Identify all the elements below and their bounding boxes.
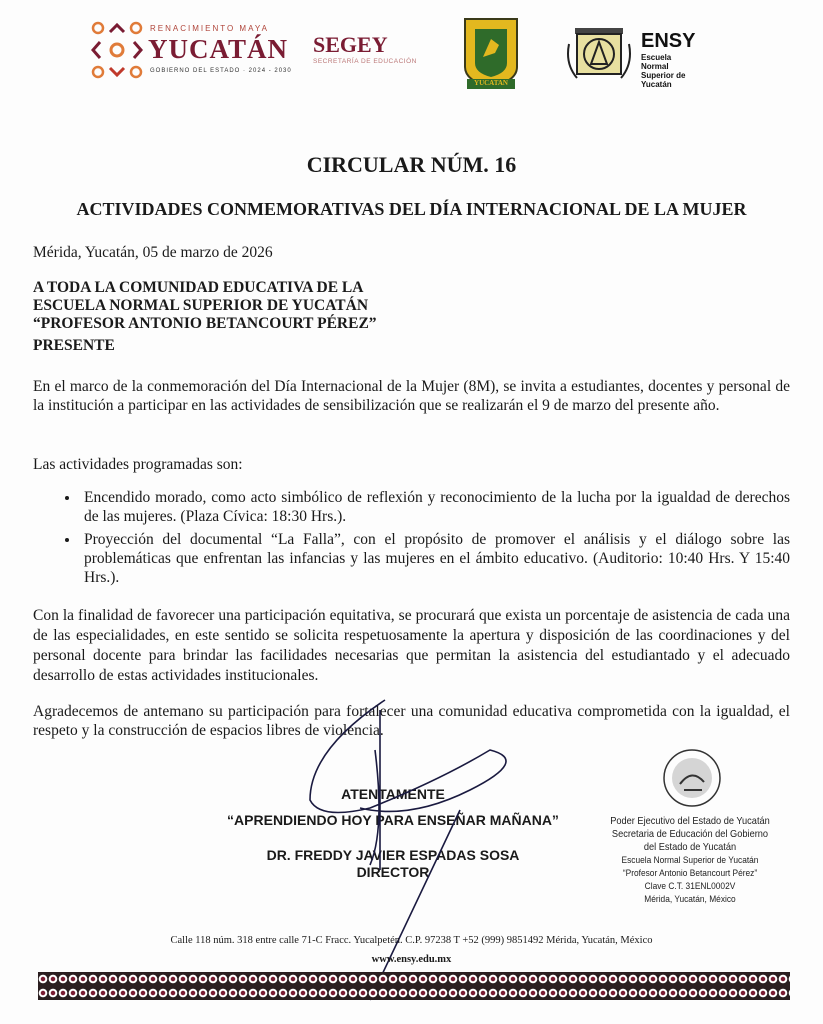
date-line: Mérida, Yucatán, 05 de marzo de 2026 [33, 244, 273, 261]
signature-name: DR. FREDDY JAVIER ESPADAS SOSA [266, 847, 520, 863]
stamp-line: “Profesor Antonio Betancourt Pérez” [622, 868, 758, 879]
stamp-line: Poder Ejecutivo del Estado de Yucatán [610, 815, 770, 827]
logo-yucatan [90, 20, 290, 80]
logo-ensy-sub1: Escuela Normal [641, 53, 672, 71]
logo-segey-main: SEGEY [313, 32, 388, 57]
maya-pattern-icon [90, 20, 146, 80]
activity-item: • Encendido morado, como acto simbólico de reflexión y reconocimiento de la lucha por la igualdad de derechos de las mujeres. (Plaza Cívica: 18:30 Hrs.). [80, 488, 790, 526]
activities-list [33, 488, 790, 591]
logo-yucatan-main: YUCATÁN [148, 34, 288, 64]
activities-intro: Las actividades programadas son: [33, 456, 243, 473]
stamp-line: Secretaria de Educación del Gobierno [611, 828, 769, 840]
signature-motto: “APRENDIENDO HOY PARA ENSEÑAR MAÑANA” [227, 812, 559, 828]
stamp-line: Clave C.T. 31ENL0002V [644, 881, 736, 892]
addressee-line: PRESENTE [33, 337, 115, 354]
logo-segey [313, 32, 417, 65]
signature-closing: ATENTAMENTE [341, 786, 445, 802]
paragraph-intro: En el marco de la conmemoración del Día Internacional de la Mujer (8M), se invita a estudiantes, docentes y personal de la institución a participar en las actividades de sensibilización que se realizarán el 9 de marzo del presente año. [33, 378, 790, 414]
logo-yucatan-top: RENACIMIENTO MAYA [150, 24, 269, 33]
decorative-footer-band [38, 972, 790, 1000]
addressee-line: “PROFESOR ANTONIO BETANCOURT PÉREZ” [33, 315, 377, 332]
institution-stamp [606, 815, 773, 906]
official-seal [662, 748, 722, 808]
addressee-block [33, 279, 790, 355]
ensy-emblem-icon [565, 24, 633, 84]
logo-ensy-sub2: Superior de Yucatán [641, 71, 686, 89]
logo-ensy-main: ENSY [641, 30, 696, 52]
stamp-line: Escuela Normal Superior de Yucatán [621, 855, 759, 866]
logo-segey-sub: SECRETARÍA DE EDUCACIÓN [313, 58, 417, 65]
logo-yucatan-bottom: GOBIERNO DEL ESTADO · 2024 - 2030 [150, 68, 292, 74]
addressee-line: ESCUELA NORMAL SUPERIOR DE YUCATÁN [33, 297, 369, 314]
footer-address: Calle 118 núm. 318 entre calle 71-C Fracc. Yucalpetén. C.P. 97238 T +52 (999) 9851492 Mérida, Yucatán, México [170, 935, 653, 946]
stamp-line: del Estado de Yucatán [643, 841, 737, 853]
signature-role: DIRECTOR [356, 864, 430, 880]
mexico-seal-icon [662, 748, 722, 808]
activity-item: • Proyección del documental “La Falla”, con el propósito de promover el análisis y el diálogo sobre las problemáticas que enfrentan las infancias y las mujeres en el ámbito educativo. (Auditorio: 10:40 Hrs. Y 15:40 Hrs.). [80, 530, 790, 587]
stamp-line: Mérida, Yucatán, México [644, 894, 736, 905]
shield-label: YUCATAN [474, 79, 508, 87]
document-subtitle: ACTIVIDADES CONMEMORATIVAS DEL DÍA INTERNACIONAL DE LA MUJER [76, 199, 747, 219]
addressee-line: A TODA LA COMUNIDAD EDUCATIVA DE LA [33, 279, 364, 296]
paragraph-thanks: Agradecemos de antemano su participación para fortalecer una comunidad educativa comprometida con la igualdad, el respeto y la construcción de espacios libres de violencia. [33, 703, 790, 739]
document-title: CIRCULAR NÚM. 16 [306, 152, 517, 177]
footer-website: www.ensy.edu.mx [371, 954, 452, 965]
logo-ensy [565, 24, 696, 89]
paragraph-participation: Con la finalidad de favorecer una participación equitativa, se procurará que exista un porcentaje de asistencia de cada una de las especialidades, en este sentido se solicita respetuosamente la apertura y disposición de las coordinaciones y del personal docente para brindar las facilidades necesarias que permitan la asistencia del estudiantado y el adecuado desarrollo de estas actividades institucionales. [33, 607, 790, 684]
logo-yucatan-shield [463, 17, 519, 90]
